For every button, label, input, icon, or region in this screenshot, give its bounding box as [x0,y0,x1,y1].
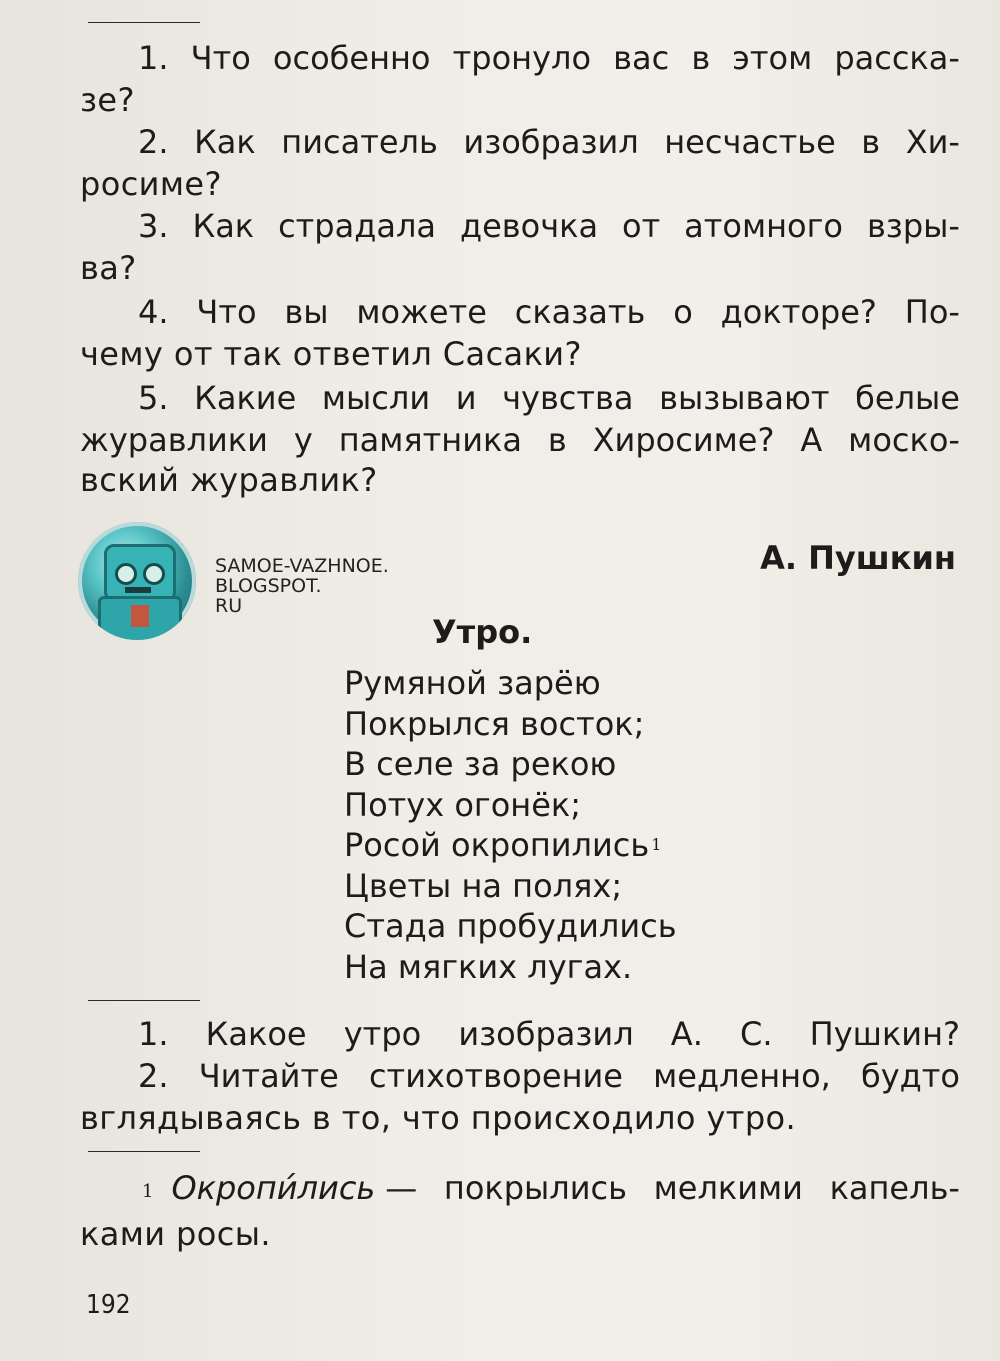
word: вы [284,293,329,331]
word: в [547,421,567,459]
word: тронуло [452,39,592,77]
word: моско- [848,421,960,459]
robot-body [98,596,182,640]
question-2-line-2: росиме? [80,165,222,203]
word: Как [194,123,256,161]
word: С. [740,1015,773,1053]
poem-body [344,663,677,987]
word: — [385,1169,418,1207]
robot-badge [131,605,149,627]
footnote-mark: 1 [142,1181,154,1202]
word: 5. [138,379,169,417]
word: Что [196,293,257,331]
word: мысли [321,379,431,417]
word: от [621,207,661,245]
bottom-question-2-line-1 [138,1056,960,1096]
poem-line: Покрылся восток; [344,704,645,743]
word: расска- [834,39,960,77]
robot-eye [143,563,165,585]
word: Читайте [198,1057,339,1095]
word: Пушкин? [809,1015,960,1053]
word: Хиросиме? [592,421,775,459]
word: стихотворение [368,1057,623,1095]
word: белые [855,379,960,417]
word: 2. [138,123,169,161]
word: медленно, [653,1057,831,1095]
watermark-text [215,556,389,616]
word: и [455,379,477,417]
question-5-line-1 [138,378,960,418]
word: Что [190,39,251,77]
poem-line: В селе за рекою [344,745,617,783]
word: 4. [138,293,169,331]
word: 3. [138,207,169,245]
question-5-line-3: вский журавлик? [80,461,378,499]
word: о [673,293,693,331]
question-3-line-1 [138,206,960,246]
footnote-reference: 1 [651,835,662,854]
word: вызывают [659,379,830,417]
watermark-line: SAMOE-VAZHNOE. [215,555,389,577]
footnote-divider [88,1151,200,1152]
word: докторе? [720,293,877,331]
mid-divider [88,1000,200,1001]
word: несчастье [664,123,836,161]
poem-line: На мягких лугах. [344,947,633,986]
page-number: 192 [86,1290,131,1320]
robot-mouth [125,587,151,593]
word: памятника [338,421,522,459]
word: в [861,123,881,161]
word: вас [613,39,670,77]
word: в [691,39,711,77]
word: 1. [138,39,169,77]
word: капель- [829,1169,960,1207]
question-3-line-2: ва? [80,249,137,287]
word: девочка [459,207,599,245]
poem-line-text: Росой окропились [344,826,650,864]
word: изобразил [458,1015,634,1053]
word: мелкими [653,1169,803,1207]
word: 2. [138,1057,169,1095]
question-5-line-2 [80,420,960,460]
word: утро [343,1015,422,1053]
poem-line: Потух огонёк; [344,785,582,824]
top-divider [88,22,200,23]
question-2-line-1 [138,122,960,162]
bottom-question-2-line-2: вглядываясь в то, что происходило утро. [80,1099,797,1137]
word: у [293,421,313,459]
question-4-line-1 [138,292,960,332]
poem-title: Утро. [432,613,533,651]
robot-icon [78,522,196,640]
bottom-question-1 [138,1014,960,1054]
footnote-definition [385,1168,960,1208]
robot-head [104,544,176,602]
question-1-line-2: зе? [80,81,135,119]
word: особенно [272,39,431,77]
watermark-line: BLOGSPOT. [215,575,322,597]
word: будто [860,1057,960,1095]
word: можете [356,293,487,331]
word: Как [192,207,255,245]
word: покрылись [443,1169,627,1207]
footnote-line-2: ками росы. [80,1215,271,1253]
word: А. [670,1015,703,1053]
footnote-line-1 [142,1168,960,1214]
word: чувства [502,379,634,417]
word: журавлики [80,421,268,459]
question-1-line-1 [138,38,960,78]
poem-author: А. Пушкин [760,539,956,577]
word: писатель [281,123,438,161]
word: А [800,421,823,459]
word: взры- [866,207,960,245]
poem-line: Цветы на полях; [344,866,623,905]
poem-line [344,825,677,866]
footnote-term: Окропи́лись [171,1169,376,1207]
word: страдала [278,207,437,245]
word: 1. [138,1015,169,1053]
word: изобразил [463,123,639,161]
word: Хи- [905,123,960,161]
poem-line: Стада пробудились [344,907,677,945]
word: Какое [205,1015,307,1053]
word: атомного [684,207,843,245]
word: этом [732,39,813,77]
poem-line: Румяной зарёю [344,664,601,702]
word: Какие [194,379,297,417]
question-4-line-2: чему от так ответил Сасаки? [80,335,582,373]
word: сказать [514,293,646,331]
robot-eye [115,563,137,585]
word: По- [904,293,960,331]
watermark-line: RU [215,595,243,617]
